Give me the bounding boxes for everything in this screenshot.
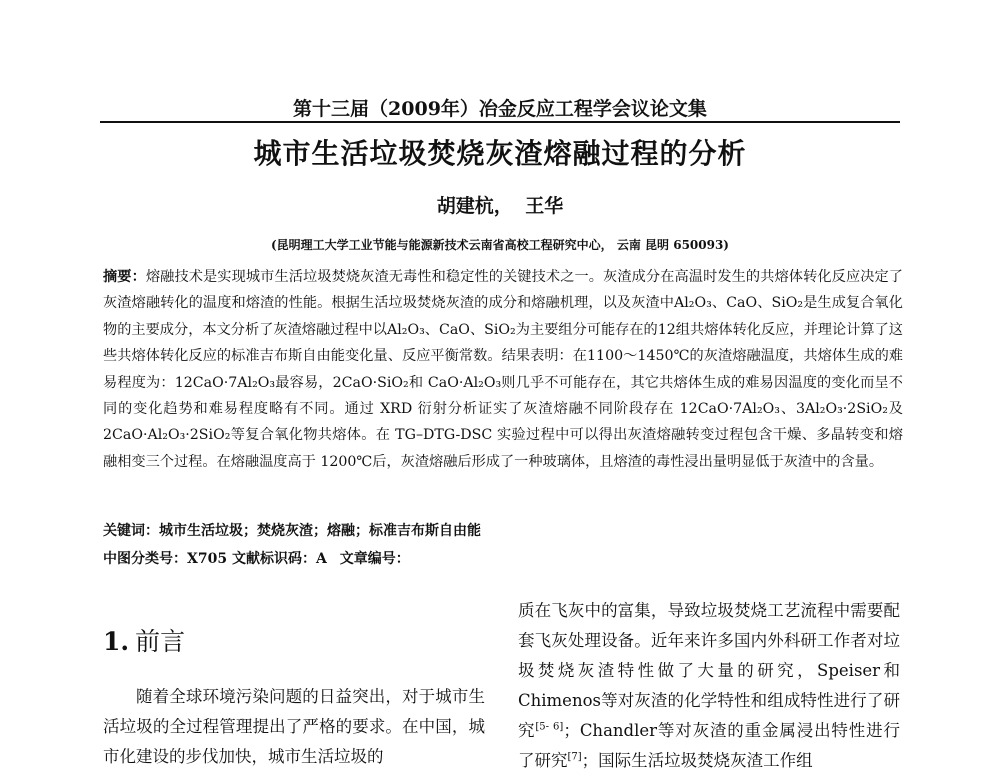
citation-ref: [7]: [567, 751, 582, 763]
section-title: 前言: [135, 627, 186, 656]
abstract-text: 熔融技术是实现城市生活垃圾焚烧灰渣无毒性和稳定性的关键技术之一。灰渣成分在高温时发生的共熔体转化反应决定了灰渣熔融转化的温度和熔渣的性能。根据生活垃圾焚烧灰渣的成分和熔融机理，以及灰渣中Al₂O₃、CaO、SiO₂是生成复合氧化物的主要成分，本文分析了灰渣熔融过程中以Al₂O₃、CaO、SiO₂为主要组分可能存在的12组共熔体转化反应，并理论计算了这些共熔体转化反应的标准吉布斯自由能变化量、反应平衡常数。结果表明：在1100～1450℃的灰渣熔融温度，共熔体生成的难易程度为：12CaO·7Al₂O₃最容易，2CaO·SiO₂和 CaO·Al₂O₃则几乎不可能存在，其它共熔体生成的难易因温度的变化而呈不同的变化趋势和难易程度略有不同。通过 XRD 衍射分析证实了灰渣熔融不同阶段存在 12CaO·7Al₂O₃、3Al₂O₃·2SiO₂及 2CaO·Al₂O₃·2SiO₂等复合氧化物共熔体。在 TG–DTG-DSC 实验过程中可以得出灰渣熔融转变过程包含干燥、多晶转变和熔融相变三个过程。在熔融温度高于 1200℃后，灰渣熔融后形成了一种玻璃体，且熔渣的毒性浸出量明显低于灰渣中的含量。: [103, 269, 903, 470]
clc-label: 中图分类号：: [103, 551, 187, 567]
abstract-label: 摘要：: [103, 269, 146, 285]
citation-ref: [5- 6]: [535, 721, 564, 733]
doc-code-label: 文献标识码：: [231, 551, 316, 567]
body-left-column: 随着全球环境污染问题的日益突出，对于城市生活垃圾的全过程管理提出了严格的要求。在中国，城市化建设的步伐加快，城市生活垃圾的: [103, 687, 485, 766]
section-number: 1.: [103, 627, 130, 656]
paper-affiliation: (昆明理工大学工业节能与能源新技术云南省高校工程研究中心， 云南 昆明 650093): [271, 238, 729, 252]
classification-line: [103, 548, 903, 568]
keywords-text: 城市生活垃圾；焚烧灰渣；熔融；标准吉布斯自由能: [159, 523, 481, 539]
abstract: [103, 264, 903, 475]
clc-value: X705: [187, 551, 228, 567]
paper-authors: 胡建杭， 王华: [436, 195, 564, 217]
article-no-label: 文章编号：: [339, 551, 410, 567]
section-heading: [103, 622, 185, 658]
body-right-text-a: 质在飞灰中的富集，导致垃圾焚烧工艺流程中需要配套飞灰处理设备。近年来许多国内外科研工作者对垃圾焚烧灰渣特性做了大量的研究，Speiser和Chimenos等对灰渣的化学特性和组成特性进行了研究: [518, 601, 900, 740]
body-right-column: [518, 596, 900, 776]
keywords-line: [103, 520, 903, 540]
header-rule: [100, 121, 900, 123]
body-right-text-c: ；国际生活垃圾焚烧灰渣工作组: [581, 751, 813, 770]
body-right-text-b: ；Chandler等对灰渣的重金属浸出特性进行了研究: [518, 721, 900, 770]
keywords-label: 关键词：: [103, 523, 159, 539]
running-head: 第十三届（2009年）冶金反应工程学会议论文集: [293, 98, 707, 120]
paper-title: 城市生活垃圾焚烧灰渣熔融过程的分析: [253, 137, 747, 170]
doc-code-value: A: [315, 551, 327, 567]
